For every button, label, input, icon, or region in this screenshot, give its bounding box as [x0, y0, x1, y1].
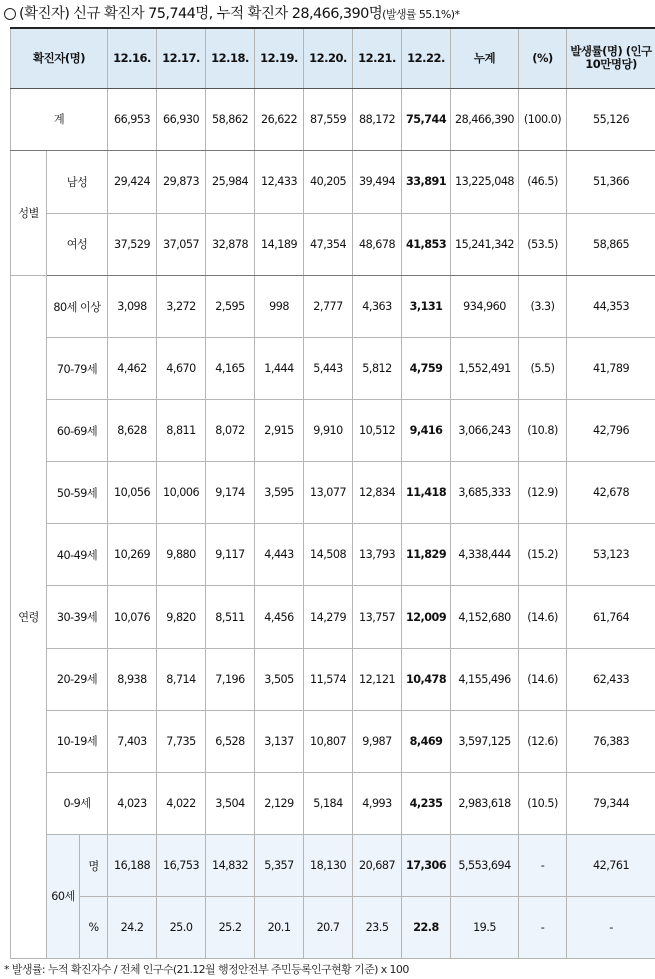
value-cell: 4,165 [206, 338, 255, 400]
value-cell: 40,205 [304, 151, 353, 214]
value-cell: 44,353 [567, 276, 655, 338]
value-cell: 2,983,618 [451, 772, 519, 834]
value-cell: 3,131 [402, 276, 451, 338]
value-cell: 42,796 [567, 400, 655, 462]
value-cell: 39,494 [353, 151, 402, 214]
value-cell: 32,878 [206, 213, 255, 276]
value-cell: 9,416 [402, 400, 451, 462]
value-cell: 4,022 [157, 772, 206, 834]
value-cell: 7,196 [206, 648, 255, 710]
value-cell: 53,123 [567, 524, 655, 586]
value-cell: 37,529 [108, 213, 157, 276]
value-cell: 17,306 [402, 834, 451, 897]
value-cell: 11,829 [402, 524, 451, 586]
title-prefix: (확진자) [19, 6, 70, 22]
table-row [11, 897, 655, 959]
value-cell: 9,820 [157, 586, 206, 648]
value-cell: 12,009 [402, 586, 451, 648]
value-cell: 26,622 [255, 88, 304, 151]
value-cell: 10,478 [402, 648, 451, 710]
row-label: 50-59세 [47, 462, 108, 524]
table-row [11, 338, 655, 400]
value-cell: 9,910 [304, 400, 353, 462]
circle-bullet-icon [4, 8, 16, 20]
value-cell: 12,834 [353, 462, 402, 524]
value-cell: 4,670 [157, 338, 206, 400]
value-cell: 9,880 [157, 524, 206, 586]
value-cell: 29,873 [157, 151, 206, 214]
value-cell: 12,121 [353, 648, 402, 710]
header-cell: 12.22. [402, 28, 451, 88]
value-cell: 25.2 [206, 897, 255, 959]
value-cell: 4,462 [108, 338, 157, 400]
value-cell: 3,505 [255, 648, 304, 710]
value-cell: 33,891 [402, 151, 451, 214]
value-cell: 13,793 [353, 524, 402, 586]
value-cell: 3,685,333 [451, 462, 519, 524]
sixty-plus-label: 60세 [47, 834, 80, 958]
value-cell: 28,466,390 [451, 88, 519, 151]
value-cell: 88,172 [353, 88, 402, 151]
value-cell: 4,363 [353, 276, 402, 338]
table-row [11, 462, 655, 524]
value-cell: 5,357 [255, 834, 304, 897]
title-main: 신규 확진자 75,744명, 누적 확진자 28,466,390명 [73, 6, 383, 22]
value-cell: 9,117 [206, 524, 255, 586]
value-cell: 13,077 [304, 462, 353, 524]
table-row [11, 772, 655, 834]
value-cell: 10,056 [108, 462, 157, 524]
table-row [11, 648, 655, 710]
sixty-plus-sublabel: 명 [80, 834, 108, 897]
value-cell: 4,456 [255, 586, 304, 648]
value-cell: 25.0 [157, 897, 206, 959]
value-cell: 10,006 [157, 462, 206, 524]
value-cell: 10,269 [108, 524, 157, 586]
value-cell: 6,528 [206, 710, 255, 772]
value-cell: 1,552,491 [451, 338, 519, 400]
value-cell: 3,504 [206, 772, 255, 834]
value-cell: (15.2) [519, 524, 567, 586]
value-cell: (100.0) [519, 88, 567, 151]
row-label: 10-19세 [47, 710, 108, 772]
value-cell: 5,812 [353, 338, 402, 400]
row-label: 70-79세 [47, 338, 108, 400]
value-cell: 15,241,342 [451, 213, 519, 276]
value-cell: 10,807 [304, 710, 353, 772]
table-row [11, 524, 655, 586]
table-row [11, 834, 655, 897]
row-label: 0-9세 [47, 772, 108, 834]
value-cell: 14,508 [304, 524, 353, 586]
value-cell: 20.1 [255, 897, 304, 959]
header-cell: (%) [519, 28, 567, 88]
value-cell: 75,744 [402, 88, 451, 151]
value-cell: 934,960 [451, 276, 519, 338]
row-label: 60-69세 [47, 400, 108, 462]
table-row [11, 88, 655, 151]
value-cell: 2,595 [206, 276, 255, 338]
page-title [4, 4, 459, 24]
row-label: 20-29세 [47, 648, 108, 710]
header-cell: 12.16. [108, 28, 157, 88]
table-row [11, 213, 655, 276]
value-cell: 3,066,243 [451, 400, 519, 462]
header-cell: 12.19. [255, 28, 304, 88]
value-cell: 48,678 [353, 213, 402, 276]
row-label: 80세 이상 [47, 276, 108, 338]
value-cell: 7,403 [108, 710, 157, 772]
value-cell: 19.5 [451, 897, 519, 959]
value-cell: 42,678 [567, 462, 655, 524]
value-cell: 41,789 [567, 338, 655, 400]
value-cell: 3,137 [255, 710, 304, 772]
value-cell: (10.5) [519, 772, 567, 834]
value-cell: 16,188 [108, 834, 157, 897]
value-cell: 8,072 [206, 400, 255, 462]
value-cell: (10.8) [519, 400, 567, 462]
row-label: 여성 [47, 213, 108, 276]
value-cell: 1,444 [255, 338, 304, 400]
value-cell: (14.6) [519, 586, 567, 648]
value-cell: 13,757 [353, 586, 402, 648]
value-cell: 13,225,048 [451, 151, 519, 214]
value-cell: 14,189 [255, 213, 304, 276]
value-cell: 18,130 [304, 834, 353, 897]
value-cell: 4,155,496 [451, 648, 519, 710]
value-cell: 76,383 [567, 710, 655, 772]
value-cell: 47,354 [304, 213, 353, 276]
value-cell: - [519, 834, 567, 897]
value-cell: 41,853 [402, 213, 451, 276]
confirmed-cases-table [10, 27, 655, 959]
value-cell: 4,023 [108, 772, 157, 834]
value-cell: 58,865 [567, 213, 655, 276]
value-cell: 998 [255, 276, 304, 338]
title-note: (발생률 55.1%)* [382, 8, 460, 21]
value-cell: 5,553,694 [451, 834, 519, 897]
value-cell: 55,126 [567, 88, 655, 151]
value-cell: 4,993 [353, 772, 402, 834]
value-cell: 22.8 [402, 897, 451, 959]
value-cell: 3,597,125 [451, 710, 519, 772]
value-cell: (12.9) [519, 462, 567, 524]
value-cell: (12.6) [519, 710, 567, 772]
value-cell: 4,443 [255, 524, 304, 586]
value-cell: 7,735 [157, 710, 206, 772]
value-cell: 14,832 [206, 834, 255, 897]
footnote: * 발생률: 누적 확진자수 / 전체 인구수(21.12월 행정안전부 주민등록인구현황 기준) x 100 [4, 963, 409, 976]
value-cell: 4,152,680 [451, 586, 519, 648]
value-cell: 25,984 [206, 151, 255, 214]
value-cell: 11,418 [402, 462, 451, 524]
value-cell: 8,714 [157, 648, 206, 710]
table-row [11, 710, 655, 772]
value-cell: 11,574 [304, 648, 353, 710]
value-cell: (53.5) [519, 213, 567, 276]
value-cell: 4,759 [402, 338, 451, 400]
header-row [11, 28, 655, 88]
value-cell: 51,366 [567, 151, 655, 214]
value-cell: 2,777 [304, 276, 353, 338]
value-cell: 8,938 [108, 648, 157, 710]
value-cell: 5,443 [304, 338, 353, 400]
table-row [11, 586, 655, 648]
header-cell: 12.20. [304, 28, 353, 88]
value-cell: 12,433 [255, 151, 304, 214]
value-cell: 3,595 [255, 462, 304, 524]
row-label: 남성 [47, 151, 108, 214]
header-cell: 12.18. [206, 28, 255, 88]
value-cell: 2,129 [255, 772, 304, 834]
group-label-age: 연령 [11, 276, 47, 959]
value-cell: 3,272 [157, 276, 206, 338]
value-cell: 14,279 [304, 586, 353, 648]
table-row [11, 400, 655, 462]
value-cell: 5,184 [304, 772, 353, 834]
value-cell: (46.5) [519, 151, 567, 214]
value-cell: - [519, 897, 567, 959]
header-cell: 발생률(명) (인구 10만명당) [567, 28, 655, 88]
value-cell: 8,811 [157, 400, 206, 462]
value-cell: 66,953 [108, 88, 157, 151]
value-cell: 3,098 [108, 276, 157, 338]
value-cell: 62,433 [567, 648, 655, 710]
value-cell: 58,862 [206, 88, 255, 151]
value-cell: 87,559 [304, 88, 353, 151]
value-cell: 10,512 [353, 400, 402, 462]
group-label-sex: 성별 [11, 151, 47, 276]
row-label: 30-39세 [47, 586, 108, 648]
value-cell: 23.5 [353, 897, 402, 959]
table-row [11, 276, 655, 338]
value-cell: 42,761 [567, 834, 655, 897]
value-cell: 4,235 [402, 772, 451, 834]
header-cell: 누계 [451, 28, 519, 88]
row-label: 40-49세 [47, 524, 108, 586]
value-cell: 66,930 [157, 88, 206, 151]
sixty-plus-sublabel: % [80, 897, 108, 959]
table-row [11, 151, 655, 214]
header-cell: 확진자(명) [11, 28, 108, 88]
value-cell: 9,987 [353, 710, 402, 772]
value-cell: 20,687 [353, 834, 402, 897]
header-cell: 12.21. [353, 28, 402, 88]
value-cell: 61,764 [567, 586, 655, 648]
value-cell: 8,469 [402, 710, 451, 772]
value-cell: 16,753 [157, 834, 206, 897]
value-cell: 8,511 [206, 586, 255, 648]
value-cell: (3.3) [519, 276, 567, 338]
header-cell: 12.17. [157, 28, 206, 88]
value-cell: 37,057 [157, 213, 206, 276]
value-cell: 2,915 [255, 400, 304, 462]
value-cell: - [567, 897, 655, 959]
value-cell: 4,338,444 [451, 524, 519, 586]
total-row-label: 계 [11, 88, 108, 151]
value-cell: 10,076 [108, 586, 157, 648]
value-cell: 24.2 [108, 897, 157, 959]
value-cell: 9,174 [206, 462, 255, 524]
value-cell: (14.6) [519, 648, 567, 710]
value-cell: 79,344 [567, 772, 655, 834]
value-cell: 20.7 [304, 897, 353, 959]
value-cell: 29,424 [108, 151, 157, 214]
value-cell: (5.5) [519, 338, 567, 400]
value-cell: 8,628 [108, 400, 157, 462]
